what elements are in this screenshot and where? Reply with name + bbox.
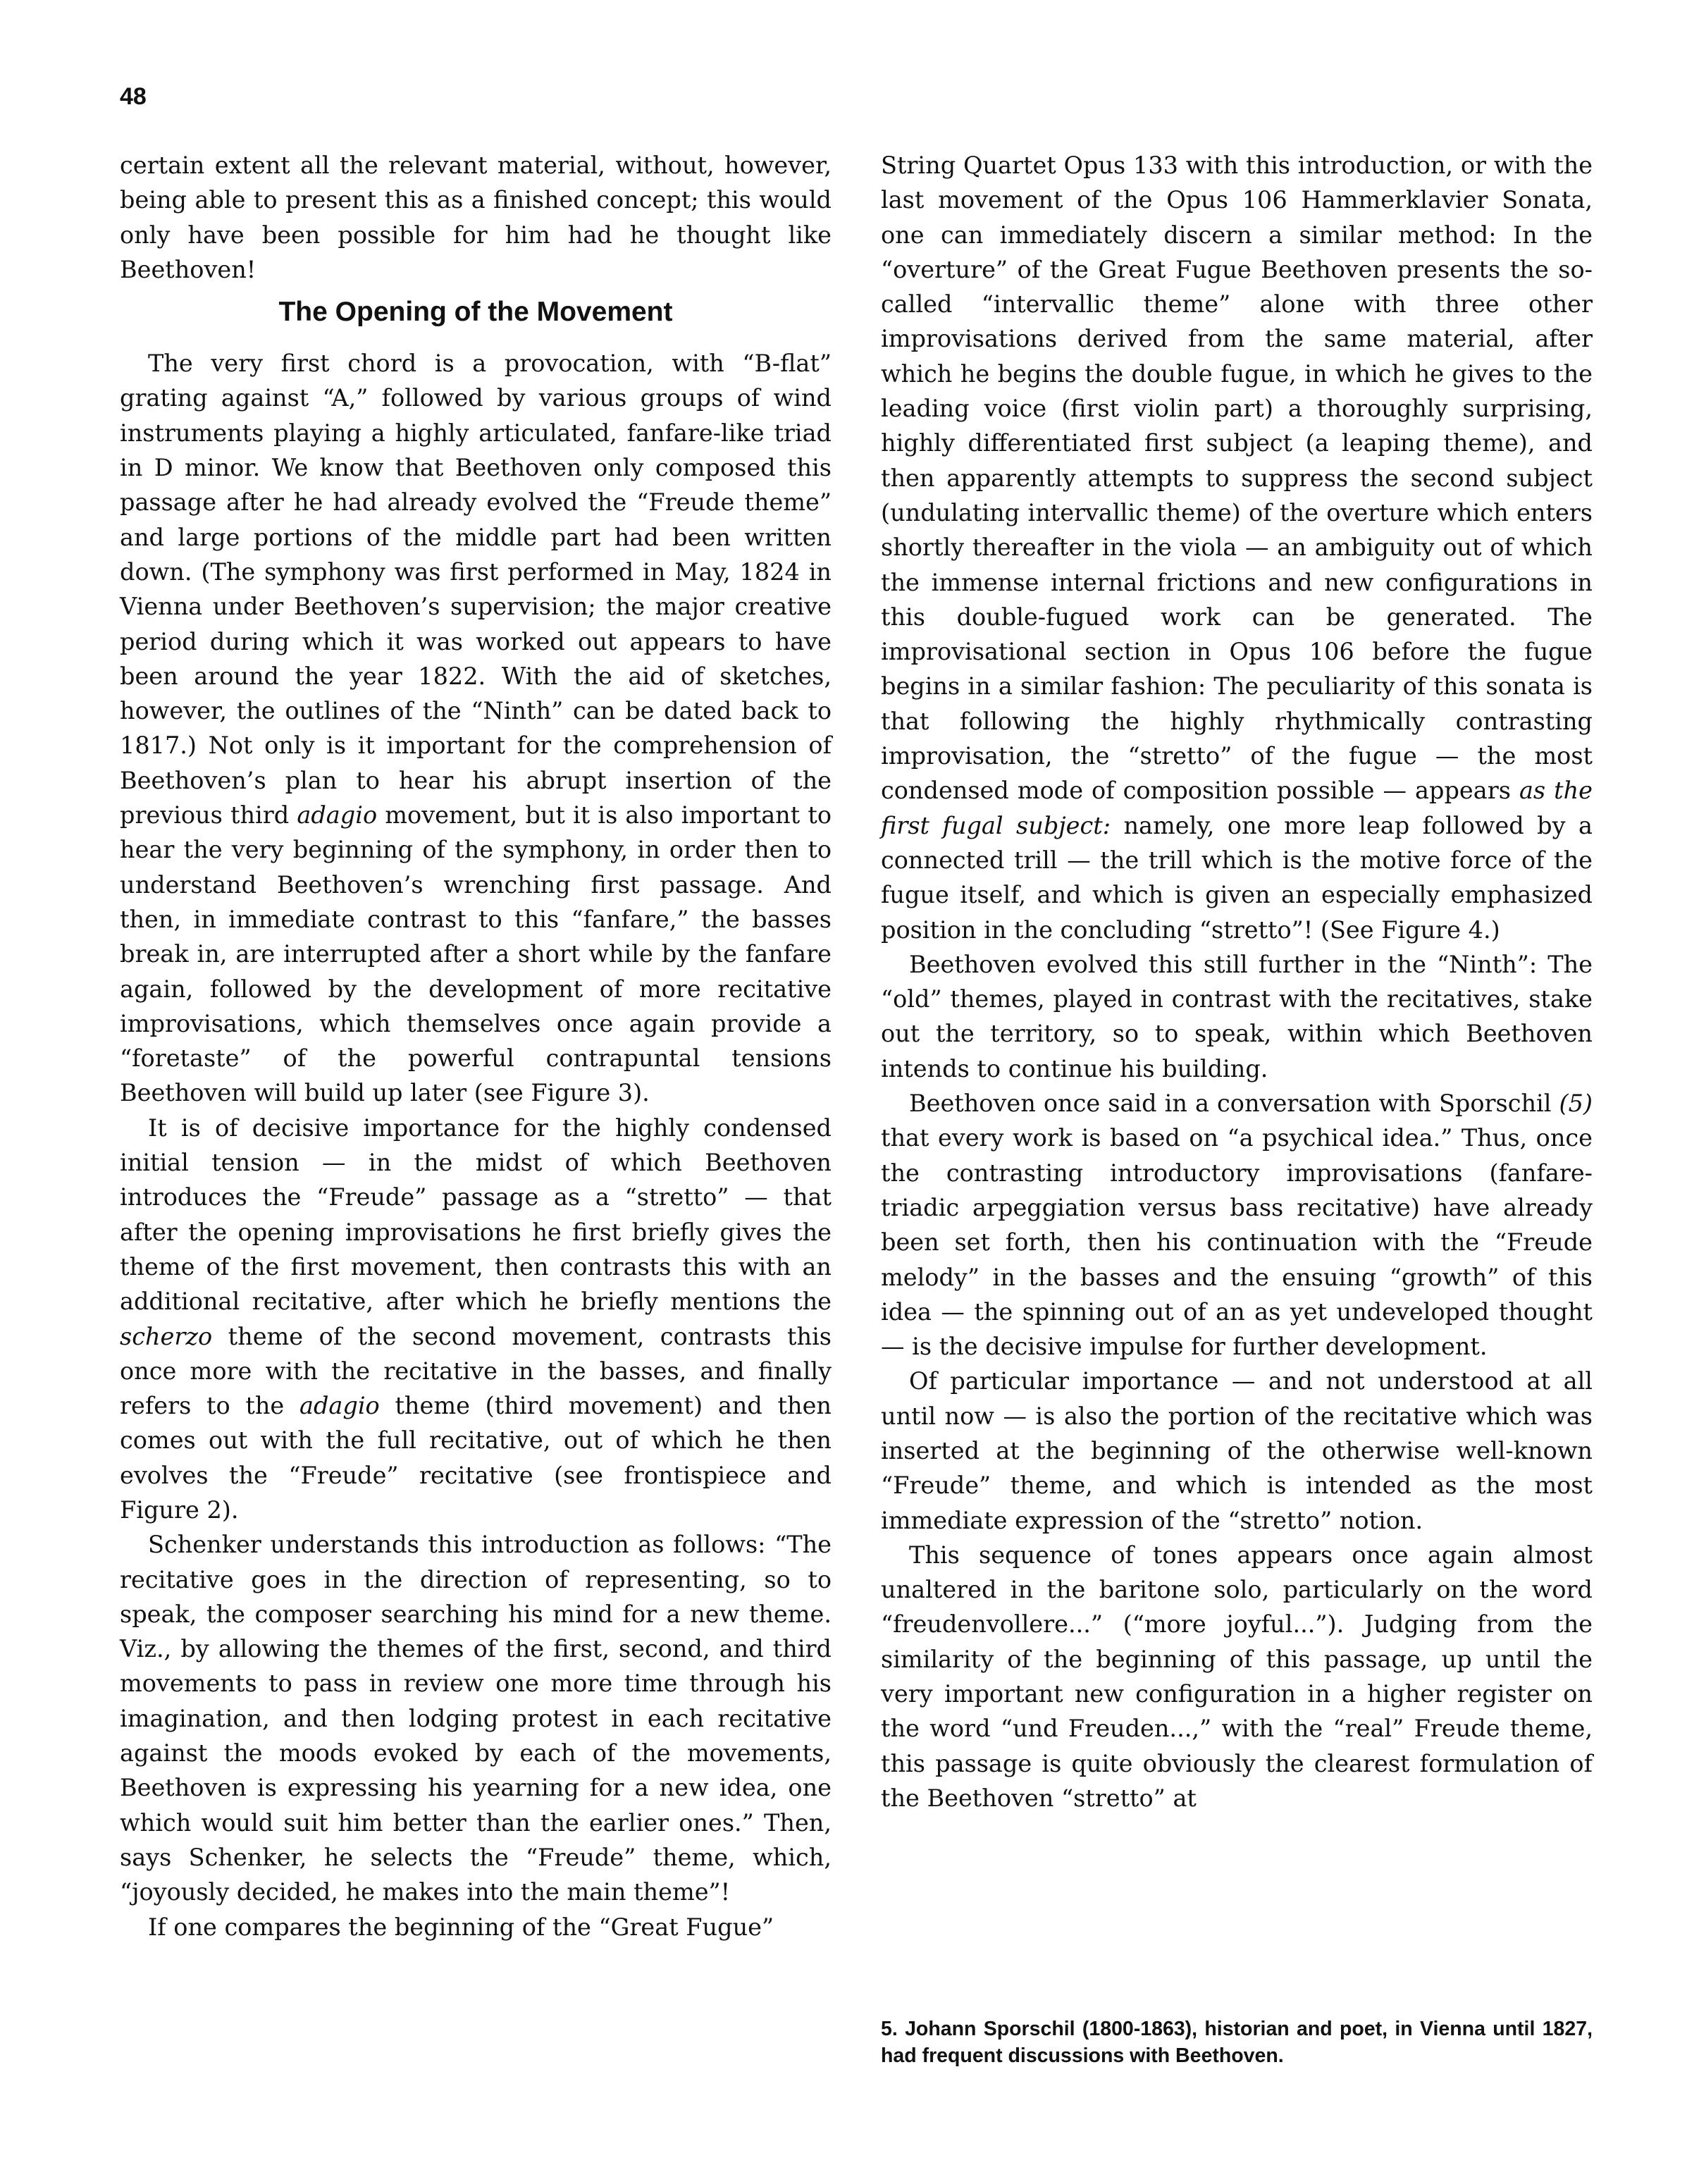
paragraph: String Quartet Opus 133 with this introduction, or with the last movement of the Opus 106 Hammerklavier Sonata, one can immediately discern a similar method: In the “overture” of the Great Fugue Beethoven presents the so-called “intervallic theme” alone with three other improvisations derived from the same material, after which he begins the double fugue, in which he gives to the leading voice (first violin part) a thoroughly surprising, highly differentiated first subject (a leaping theme), and then apparently attempts to suppress the second subject (undulating intervallic theme) of the overture which enters shortly thereafter in the viola — an ambiguity out of which the immense internal frictions and new configurations in this double-fugued work can be generated. The improvisational section in Opus 106 before the fugue begins in a similar fashion: The peculiarity of this sonata is that following the highly rhythmically contrasting improvisation, the “stretto” of the fugue — the most condensed mode of composition possible — appears as the first fugal subject: namely, one more leap followed by a connected trill — the trill which is the motive force of the fugue itself, and which is given an especially emphasized position in the concluding “stretto”! (See Figure 4.) <box>881 152 1593 944</box>
paragraph: Beethoven once said in a conversation with Sporschil (5) that every work is based on “a psychical idea.” Thus, once the contrasting introductory improvisations (fanfare-triadic arpeggiation versus bass recitative) have already been set forth, then his continuation with the “Freude melody” in the basses and the ensuing “growth” of this idea — the spinning out of an as yet undeveloped thought — is the decisive impulse for further development. <box>881 1090 1593 1361</box>
paragraph: The very first chord is a provocation, with “B-flat” grating against “A,” followed by various groups of wind instruments playing a highly articulated, fanfare-like triad in D minor. We know that Beethoven only composed this passage after he had already evolved the “Freude theme” and large portions of the middle part had been written down. (The symphony was first performed in May, 1824 in Vienna under Beethoven’s supervision; the major creative period during which it was worked out appears to have been around the year 1822. With the aid of sketches, however, the outlines of the “Ninth” can be dated back to 1817.) Not only is it important for the comprehension of Beethoven’s plan to hear his abrupt insertion of the previous third adagio movement, but it is also important to hear the very beginning of the symphony, in order then to understand Beethoven’s wrenching first passage. And then, in immediate contrast to this “fanfare,” the basses break in, are interrupted after a short while by the fanfare again, followed by the development of more recitative improvisations, which themselves once again provide a “foretaste” of the powerful contrapuntal tensions Beethoven will build up later (see Figure 3). <box>120 350 832 1107</box>
paragraph: Of particular importance — and not understood at all until now — is also the portion of the recitative which was inserted at the beginning of the otherwise well-known “Freude” theme, and which is intended as the most immediate expression of the “stretto” notion. <box>881 1367 1593 1534</box>
paragraph: Schenker understands this introduction as follows: “The recitative goes in the direction of representing, so to speak, the composer searching his mind for a new theme. Viz., by allowing the themes of the first, second, and third movements to pass in review one more time through his imagination, and then lodging protest in each recitative against the moods evoked by each of the movements, Beethoven is expressing his yearning for a new idea, one which would suit him better than the earlier ones.” Then, says Schenker, he selects the “Freude” theme, which, “joyously decided, he makes into the main theme”! <box>120 1531 832 1906</box>
paragraph: This sequence of tones appears once again almost unaltered in the baritone solo, particularly on the word “freudenvollere...” (“more joyful...”). Judging from the similarity of the beginning of this passage, up until the very important new configuration in a higher register on the word “und Freuden...,” with the “real” Freude theme, this passage is quite obviously the clearest formulation of the Beethoven “stretto” at <box>881 1541 1593 1812</box>
page-number: 48 <box>120 83 147 110</box>
left-column <box>120 148 832 1944</box>
section-heading: The Opening of the Movement <box>278 297 673 328</box>
paragraph: Beethoven evolved this still further in the “Ninth”: The “old” themes, played in contrast with the recitatives, stake out the territory, so to speak, within which Beethoven intends to continue his building. <box>881 950 1593 1082</box>
paragraph: If one compares the beginning of the “Great Fugue” <box>148 1913 774 1941</box>
paragraph: certain extent all the relevant material, without, however, being able to present this as a finished concept; this would only have been possible for him had he thought like Beethoven! <box>120 152 832 283</box>
footnote: 5. Johann Sporschil (1800-1863), historian and poet, in Vienna until 1827, had frequent discussions with Beethoven. <box>881 2018 1593 2067</box>
paragraph: It is of decisive importance for the highly condensed initial tension — in the midst of which Beethoven introduces the “Freude” passage as a “stretto” — that after the opening improvisations he first briefly gives the theme of the first movement, then contrasts this with an additional recitative, after which he briefly mentions the scherzo theme of the second movement, contrasts this once more with the recitative in the basses, and finally refers to the adagio theme (third movement) and then comes out with the full recitative, out of which he then evolves the “Freude” recitative (see frontispiece and Figure 2). <box>120 1113 832 1524</box>
right-column <box>881 148 1593 1815</box>
